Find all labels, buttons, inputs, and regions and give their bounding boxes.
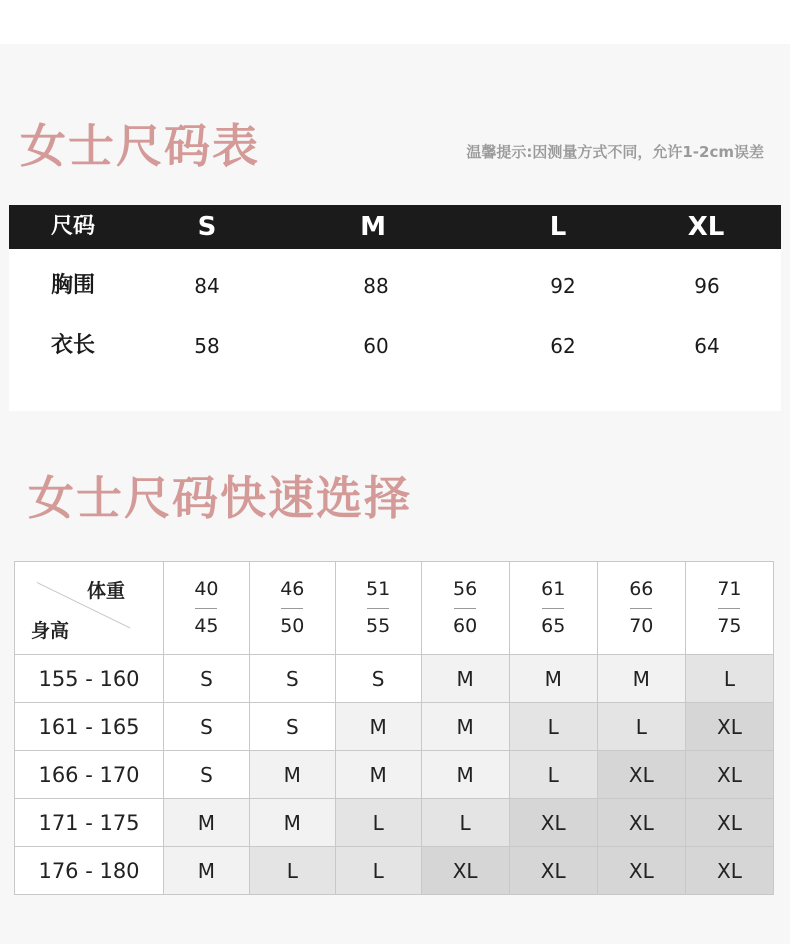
size-row-bust xyxy=(9,249,781,309)
weight-range: 66 70 xyxy=(597,562,685,655)
size-value: 60 xyxy=(363,334,389,358)
weight-range: 56 60 xyxy=(421,562,509,655)
size-chart-header xyxy=(9,205,781,249)
size-cell: L xyxy=(249,847,335,895)
size-cell: XL xyxy=(597,847,685,895)
size-value: 88 xyxy=(363,274,389,298)
size-cell: XL xyxy=(597,799,685,847)
size-header-label: 尺码 xyxy=(51,214,96,239)
size-value: 96 xyxy=(694,274,720,298)
measurement-tip: 温馨提示:因测量方式不同，允许1-2cm误差 xyxy=(466,143,764,161)
size-cell: S xyxy=(164,751,250,799)
size-cell: L xyxy=(685,655,773,703)
weight-range: 61 65 xyxy=(509,562,597,655)
size-cell: M xyxy=(164,847,250,895)
top-band xyxy=(0,0,790,44)
size-header-l: L xyxy=(549,212,567,242)
size-cell: M xyxy=(335,703,421,751)
size-cell: S xyxy=(164,703,250,751)
weight-range: 40 45 xyxy=(164,562,250,655)
size-row-length xyxy=(9,309,781,369)
size-cell: L xyxy=(335,799,421,847)
weight-header-row xyxy=(15,562,774,655)
size-cell: M xyxy=(421,655,509,703)
size-cell: M xyxy=(164,799,250,847)
size-cell: M xyxy=(597,655,685,703)
weight-range: 51 55 xyxy=(335,562,421,655)
size-cell: M xyxy=(509,655,597,703)
height-range: 155 - 160 xyxy=(15,655,164,703)
size-cell: XL xyxy=(685,847,773,895)
size-value: 84 xyxy=(194,274,220,298)
size-cell: M xyxy=(249,751,335,799)
size-cell: L xyxy=(597,703,685,751)
table-row xyxy=(15,703,774,751)
size-cell: L xyxy=(421,799,509,847)
size-cell: M xyxy=(421,703,509,751)
size-cell: L xyxy=(335,847,421,895)
size-value: 62 xyxy=(550,334,576,358)
weight-label: 体重 xyxy=(87,580,126,602)
table-row xyxy=(15,751,774,799)
size-cell: M xyxy=(335,751,421,799)
size-value: 64 xyxy=(694,334,720,358)
weight-range: 71 75 xyxy=(685,562,773,655)
size-value: 58 xyxy=(194,334,220,358)
size-cell: XL xyxy=(597,751,685,799)
row-label: 胸围 xyxy=(51,273,96,298)
size-cell: XL xyxy=(421,847,509,895)
size-cell: XL xyxy=(509,799,597,847)
height-range: 166 - 170 xyxy=(15,751,164,799)
size-value: 92 xyxy=(550,274,576,298)
size-cell: XL xyxy=(685,799,773,847)
size-cell: S xyxy=(249,655,335,703)
size-cell: XL xyxy=(685,703,773,751)
table-row xyxy=(15,799,774,847)
size-cell: L xyxy=(509,703,597,751)
table-row xyxy=(15,847,774,895)
corner-cell xyxy=(15,562,164,655)
weight-range: 46 50 xyxy=(249,562,335,655)
page-title: 女士尺码表 xyxy=(20,119,260,173)
size-chart-table xyxy=(9,205,781,411)
quick-select-table xyxy=(14,561,774,895)
height-range: 161 - 165 xyxy=(15,703,164,751)
row-label: 衣长 xyxy=(51,333,96,358)
size-header-xl: XL xyxy=(687,212,725,242)
size-cell: XL xyxy=(509,847,597,895)
height-range: 176 - 180 xyxy=(15,847,164,895)
size-cell: S xyxy=(249,703,335,751)
size-cell: S xyxy=(164,655,250,703)
table-row xyxy=(15,655,774,703)
size-cell: M xyxy=(421,751,509,799)
size-cell: L xyxy=(509,751,597,799)
height-label: 身高 xyxy=(31,620,70,642)
size-header-s: S xyxy=(197,212,217,242)
quick-select-title: 女士尺码快速选择 xyxy=(28,471,412,525)
size-cell: S xyxy=(335,655,421,703)
height-range: 171 - 175 xyxy=(15,799,164,847)
size-header-m: M xyxy=(360,212,386,242)
size-cell: M xyxy=(249,799,335,847)
size-cell: XL xyxy=(685,751,773,799)
